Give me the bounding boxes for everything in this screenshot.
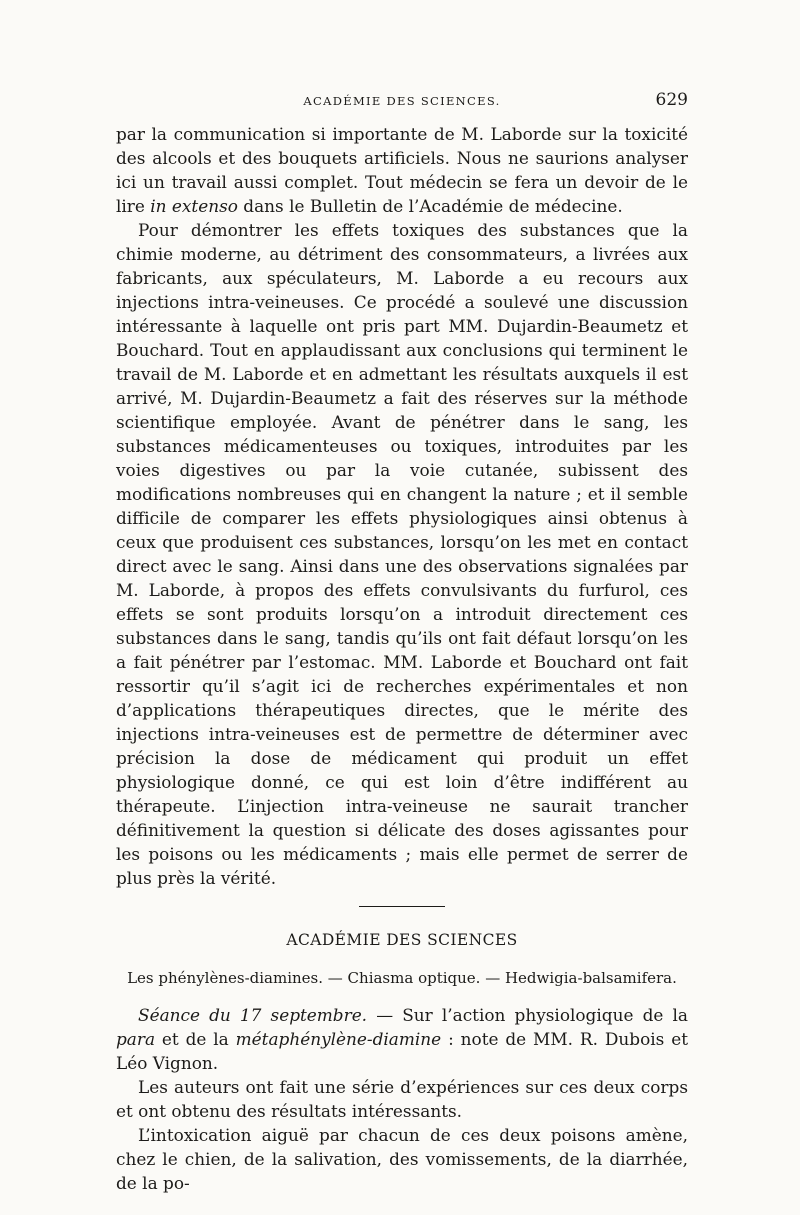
running-title: ACADÉMIE DES SCIENCES. (303, 94, 501, 108)
paragraph-text: dans le Bulletin de l’Académie de médecine. (243, 196, 623, 216)
paragraph-seance (116, 1003, 688, 1075)
italic-term: métaphénylène-diamine (235, 1029, 442, 1049)
section-summary: Les phénylènes-diamines. — Chiasma optique. — Hedwigia-balsamifera. (127, 969, 677, 987)
paragraph-text: : note de MM. R. Dubois et Léo Vignon. (116, 1029, 688, 1073)
paragraph-laborde: Pour démontrer les effets toxiques des substances que la chimie moderne, au détriment des consommateurs, a livrées aux fabricants, aux spéculateurs, M. Laborde a eu recours aux injections intra-veineuses. Ce procédé a soulevé une discussion intéressante à laquelle ont pris part MM. Dujardin-Beaumetz et Bouchard. Tout en applaudissant aux conclusions qui terminent le travail de M. Laborde et en admettant les résultats auxquels il est arrivé, M. Dujardin-Beaumetz a fait des réserves sur la méthode scientifique employée. Avant de pénétrer dans le sang, les substances médicamenteuses ou toxiques, introduites par les voies digestives ou par la voie cutanée, subissent des modifications nombreuses qui en changent la nature ; et il semble difficile de comparer les effets physiologiques ainsi obtenus à ceux que produisent ces substances, lorsqu’on les met en contact direct avec le sang. Ainsi dans une des observations signalées par M. Laborde, à propos des effets convulsivants du furfurol, ces effets se sont produits lorsqu’on a introduit directement ces substances dans le sang, tandis qu’ils ont fait défaut lorsqu’on les a fait pénétrer par l’estomac. MM. Laborde et Bouchard ont fait ressortir qu’il s’agit ici de recherches expérimentales et non d’applications thérapeutiques directes, que le mérite des injections intra-veineuses est de permettre de déterminer avec précision la dose de médicament qui produit un effet physiologique donné, ce qui est loin d’être indifférent au thérapeute. L’injection intra-veineuse ne saurait trancher définitivement la question si délicate des doses agissantes pour les poisons ou les médicaments ; mais elle permet de serrer de plus près la vérité. (116, 220, 688, 888)
page-number: 629 (655, 90, 688, 110)
paragraph-text: par la communication si importante de M. Laborde sur la toxicité des alcools et des bouquets artificiels. Nous ne saurions analyser ici un travail aussi complet. Tout médecin se fera un devoir de le lire (116, 124, 688, 216)
italic-phrase: in extenso (150, 196, 238, 216)
paragraph-intoxication: L’intoxication aiguë par chacun de ces deux poisons amène, chez le chien, de la salivation, des vomissements, de la diarrhée, de la po- (116, 1125, 688, 1193)
italic-term: para (116, 1029, 156, 1049)
seance-date: Séance du 17 septembre. (138, 1005, 368, 1025)
paragraph-continuation (116, 122, 688, 218)
paragraph-text: — Sur l’action physiologique de la (376, 1005, 688, 1025)
section-divider (359, 906, 445, 907)
document-page (116, 92, 688, 1195)
paragraph-auteurs: Les auteurs ont fait une série d’expériences sur ces deux corps et ont obtenu des résultats intéressants. (116, 1077, 688, 1121)
section-title: ACADÉMIE DES SCIENCES (286, 931, 518, 949)
paragraph-text: et de la (161, 1029, 229, 1049)
running-head (116, 92, 688, 122)
